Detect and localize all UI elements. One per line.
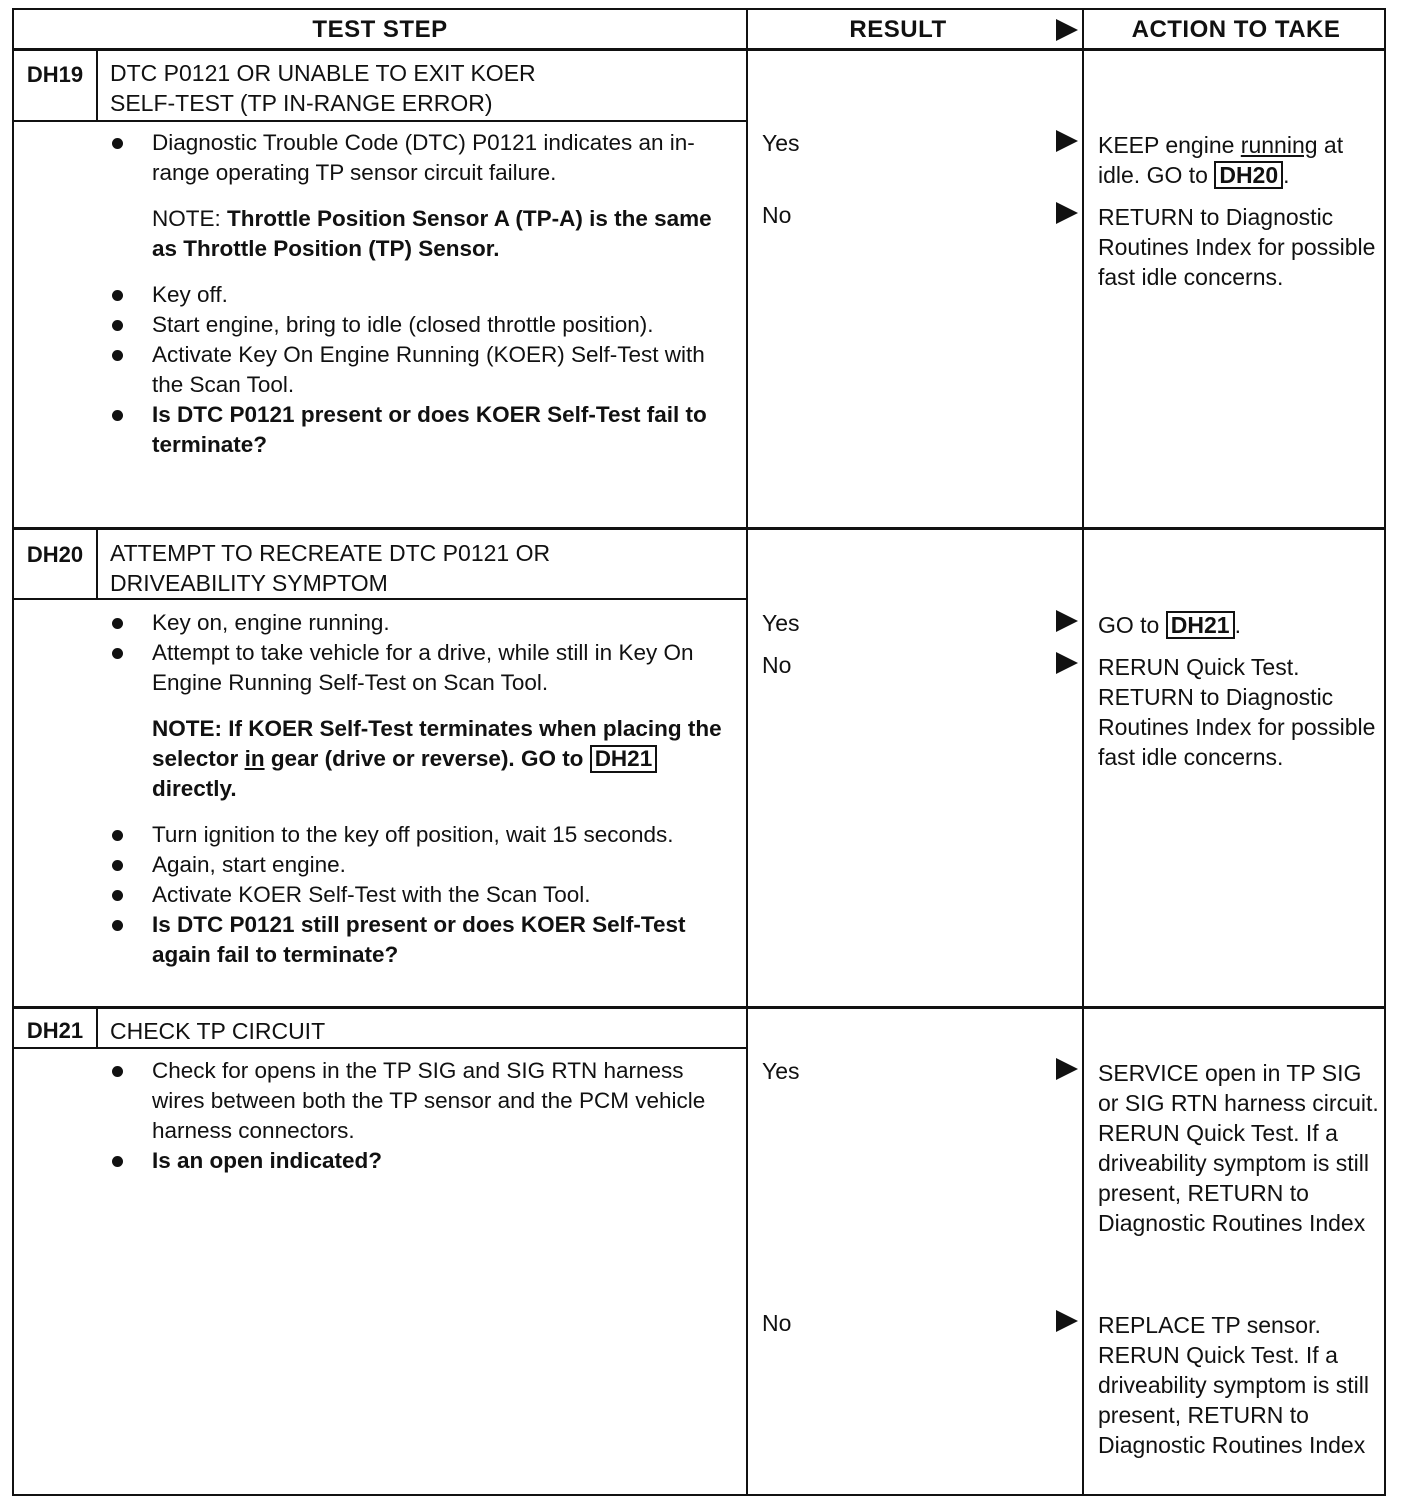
result-yes: Yes xyxy=(762,130,800,156)
step-body xyxy=(108,608,738,970)
result-no: No xyxy=(762,1310,792,1336)
column-divider xyxy=(1082,10,1084,1494)
step-body xyxy=(108,128,738,460)
arrow-right-icon xyxy=(1056,19,1078,41)
header-result: RESULT xyxy=(849,16,947,43)
step-id: DH21 xyxy=(26,1018,84,1043)
action-yes: SERVICE open in TP SIG or SIG RTN harness circuit. RERUN Quick Test. If a driveability symptom is still present, RETURN to Diagnostic Routines Index xyxy=(1098,1060,1379,1236)
arrow-right-icon xyxy=(1056,1058,1078,1080)
step-reference-link[interactable]: DH20 xyxy=(1214,161,1283,189)
header-test-step: TEST STEP xyxy=(312,16,448,43)
bullet-item: Diagnostic Trouble Code (DTC) P0121 indicates an in-range operating TP sensor circuit failure. xyxy=(108,128,738,188)
step-title: DTC P0121 OR UNABLE TO EXIT KOER SELF-TEST (TP IN-RANGE ERROR) xyxy=(110,60,536,116)
bullet-item: Start engine, bring to idle (closed throttle position). xyxy=(108,310,738,340)
step-id: DH20 xyxy=(26,542,84,567)
result-no: No xyxy=(762,652,792,678)
bullet-item: Attempt to take vehicle for a drive, while still in Key On Engine Running Self-Test on Scan Tool. xyxy=(108,638,738,698)
question: Is DTC P0121 still present or does KOER Self-Test again fail to terminate? xyxy=(108,910,738,970)
bullet-item: Activate Key On Engine Running (KOER) Self-Test with the Scan Tool. xyxy=(108,340,738,400)
arrow-right-icon xyxy=(1056,202,1078,224)
column-divider xyxy=(746,10,748,1494)
step-id: DH19 xyxy=(26,62,84,87)
step-reference-link[interactable]: DH21 xyxy=(1166,611,1235,639)
result-yes: Yes xyxy=(762,610,800,636)
arrow-right-icon xyxy=(1056,1310,1078,1332)
note: NOTE: Throttle Position Sensor A (TP-A) is the same as Throttle Position (TP) Sensor. xyxy=(152,206,712,261)
action-no: RETURN to Diagnostic Routines Index for possible fast idle concerns. xyxy=(1098,204,1376,290)
bullet-item: Check for opens in the TP SIG and SIG RTN harness wires between both the TP sensor and the PCM vehicle harness connectors. xyxy=(108,1056,738,1146)
note: NOTE: If KOER Self-Test terminates when placing the selector in gear (drive or reverse). GO to DH21 directly. xyxy=(152,716,722,801)
arrow-right-icon xyxy=(1056,610,1078,632)
question: Is DTC P0121 present or does KOER Self-Test fail to terminate? xyxy=(108,400,738,460)
step-title: ATTEMPT TO RECREATE DTC P0121 OR DRIVEABILITY SYMPTOM xyxy=(110,540,551,596)
result-yes: Yes xyxy=(762,1058,800,1084)
action-yes: GO to DH21 . xyxy=(1098,612,1241,638)
arrow-right-icon xyxy=(1056,652,1078,674)
bullet-item: Key on, engine running. xyxy=(108,608,738,638)
diagnostic-table xyxy=(12,8,1386,1496)
result-no: No xyxy=(762,202,792,228)
step-body xyxy=(108,1056,738,1176)
header-action: ACTION TO TAKE xyxy=(1131,16,1341,43)
bullet-item: Again, start engine. xyxy=(108,850,738,880)
bullet-item: Key off. xyxy=(108,280,738,310)
step-reference-link[interactable]: DH21 xyxy=(590,745,658,773)
action-no: RERUN Quick Test. RETURN to Diagnostic Routines Index for possible fast idle concerns. xyxy=(1098,654,1376,770)
step-title: CHECK TP CIRCUIT xyxy=(110,1018,326,1044)
arrow-right-icon xyxy=(1056,130,1078,152)
question: Is an open indicated? xyxy=(108,1146,738,1176)
action-yes: KEEP engine running at idle. GO to DH20 . xyxy=(1098,132,1344,188)
bullet-item: Turn ignition to the key off position, wait 15 seconds. xyxy=(108,820,738,850)
action-no: REPLACE TP sensor. RERUN Quick Test. If a driveability symptom is still present, RETURN to Diagnostic Routines Index xyxy=(1098,1312,1369,1458)
bullet-item: Activate KOER Self-Test with the Scan Tool. xyxy=(108,880,738,910)
